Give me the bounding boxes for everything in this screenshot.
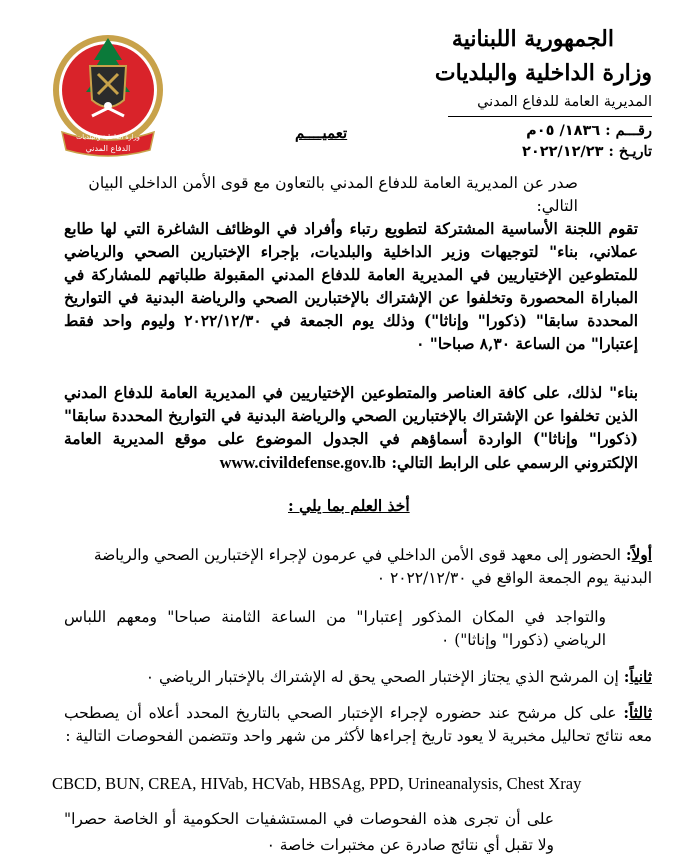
item-first-label: أولاً xyxy=(631,546,652,564)
item-third-label: ثالثاً xyxy=(629,704,652,722)
intro-line: صدر عن المديرية العامة للدفاع المدني بالتعاون مع قوى الأمن الداخلي البيان التالي: xyxy=(88,174,578,215)
item-third xyxy=(64,702,652,748)
lab-tests-list: CBCD, BUN, CREA, HIVab, HCVab, HBSAg, PPD, Urineanalysis, Chest Xray xyxy=(52,774,582,793)
item-second-colon: : xyxy=(623,668,630,686)
item-second xyxy=(52,666,652,689)
document-title: تعميــــم xyxy=(295,124,348,142)
civil-defense-logo xyxy=(52,20,164,168)
item-third-colon: : xyxy=(623,704,629,722)
shield-icon xyxy=(90,66,126,107)
item-first-continued: والتواجد في المكان المذكور إعتبارا" من الساعة الثامنة صباحا" ومعهم اللباس الرياضي (ذكورا" وإناثا") ٠ xyxy=(64,608,606,649)
logo-sub-text: الدفاع المدني xyxy=(85,144,131,153)
ministry-title: وزارة الداخلية والبلديات xyxy=(434,60,652,86)
item-first-text: الحضور إلى معهد قوى الأمن الداخلي في عرمون لإجراء الإختبارين الصحي والرياضة البدنية يوم الجمعة الواقع في ٢٠٢٢/١٢/٣٠ ٠ xyxy=(93,546,652,587)
notice-heading: أخذ العلم بما يلي : xyxy=(288,496,410,515)
header-rule xyxy=(448,116,652,117)
directorate-title: المديرية العامة للدفاع المدني xyxy=(477,94,652,110)
website-link[interactable]: www.civildefense.gov.lb xyxy=(219,453,386,472)
reference-number-value: ١٨٣٦/ ٠٥م xyxy=(526,123,601,139)
issue-date-label: تاريـخ : xyxy=(608,143,652,160)
paragraph-2 xyxy=(64,382,638,475)
paragraph-1: تقوم اللجنة الأساسية المشتركة لتطويع رتباء وأفراد في الوظائف الشاغرة التي لها طابع عملاني، بناء" لتوجيهات وزير الداخلية والبلديات، بإجراء الإختبارين الصحي والرياضي للمتطوعين الإختياريين في المديرية العامة للدفاع المدني المقبولة طلباتهم للمشاركة في المباراة المحصورة وتخلفوا عن الإشتراك بالإختبارين الصحي والرياضة البدنية في التواريخ المحددة سابقا" (ذكورا" وإناثا") وذلك يوم الجمعة في ٢٠٢٢/١٢/٣٠ وليوم واحد فقط إعتبارا" من الساعة ٨,٣٠ صباحا" ٠ xyxy=(64,220,638,353)
item-first-colon: : xyxy=(625,546,632,564)
paragraph-2-text: بناء" لذلك، على كافة العناصر والمتطوعين الإختياريين في المديرية العامة للدفاع المدني الذين تخلفوا عن الإشتراك بالإختبارين الصحي والرياضة البدنية في التواريخ المحددة سابقا" (ذكورا" وإناثا") الواردة أسماؤهم في الجدول الموضوع على موقع المديرية العامة الإلكتروني الرسمي على الرابط التالي: xyxy=(64,384,638,472)
reference-number xyxy=(526,122,652,139)
issue-date xyxy=(522,143,652,160)
item-third-text: على كل مرشح عند حضوره لإجراء الإختبار الصحي بالتاريخ المحدد أعلاه أن يصطحب معه نتائج تحاليل مخبرية لا يعود تاريخ إجراءها لأكثر من شهر واحد وتتضمن الفحوصات التالية : xyxy=(64,704,652,745)
closing-paragraph: على أن تجرى هذه الفحوصات في المستشفيات الحكومية أو الخاصة حصرا" ولا تقبل أي نتائج صادرة عن مختبرات خاصة ٠ xyxy=(64,810,554,854)
item-second-label: ثانياً xyxy=(629,668,652,686)
item-first xyxy=(52,544,652,590)
logo-ring-text: وزارة الداخلية والبلديات xyxy=(76,133,140,141)
issue-date-value: ٢٠٢٢/١٢/٢٣ xyxy=(522,144,604,160)
reference-number-label: رقـــم : xyxy=(605,122,652,139)
republic-title: الجمهورية اللبنانية xyxy=(451,26,614,52)
item-second-text: إن المرشح الذي يجتاز الإختبار الصحي يحق له الإشتراك بالإختبار الرياضي ٠ xyxy=(145,668,619,686)
